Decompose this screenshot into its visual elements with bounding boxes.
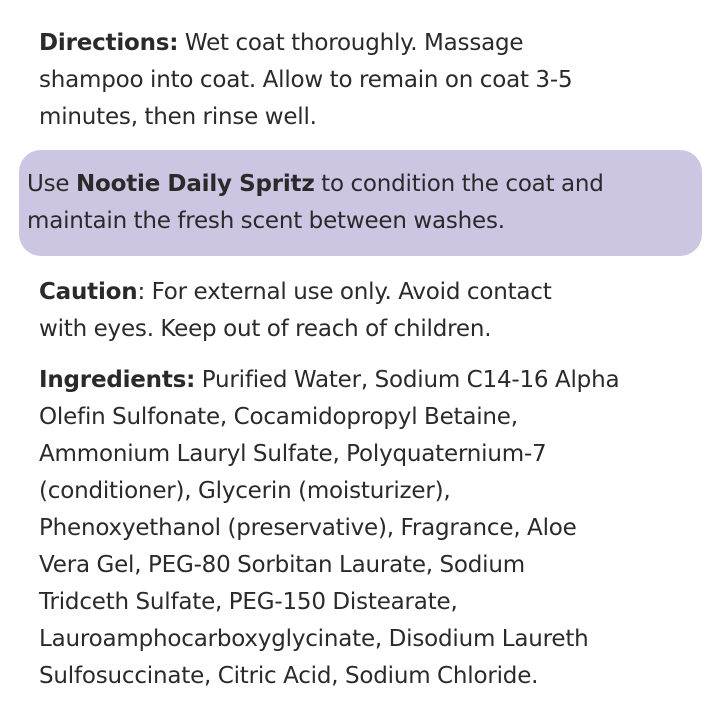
ingredients-line xyxy=(39,362,619,399)
ingredients-text: Purified Water, Sodium C14-16 Alpha xyxy=(195,367,620,393)
caution-section xyxy=(39,274,552,348)
caution-line xyxy=(39,274,552,311)
ingredients-line: Phenoxyethanol (preservative), Fragrance, Aloe xyxy=(39,515,577,541)
tip-prefix: Use xyxy=(27,171,76,197)
ingredients-line: Sulfosuccinate, Citric Acid, Sodium Chloride. xyxy=(39,663,539,689)
directions-line xyxy=(39,25,572,62)
tip-line xyxy=(27,166,604,203)
ingredients-label: Ingredients: xyxy=(39,367,196,393)
tip-line: maintain the fresh scent between washes. xyxy=(27,208,505,234)
ingredients-line: Tridceth Sulfate, PEG-150 Distearate, xyxy=(39,589,458,615)
directions-label: Directions: xyxy=(39,30,179,56)
ingredients-section xyxy=(39,362,619,695)
tip-product-name: Nootie Daily Spritz xyxy=(75,171,315,197)
caution-text: : For external use only. Avoid contact xyxy=(137,279,552,305)
directions-section xyxy=(39,25,572,136)
directions-line: minutes, then rinse well. xyxy=(39,104,317,130)
caution-label: Caution xyxy=(39,279,138,305)
ingredients-line: Vera Gel, PEG-80 Sorbitan Laurate, Sodium xyxy=(39,552,525,578)
directions-text: Wet coat thoroughly. Massage xyxy=(178,30,524,56)
ingredients-line: Olefin Sulfonate, Cocamidopropyl Betaine, xyxy=(39,404,518,430)
ingredients-line: Lauroamphocarboxyglycinate, Disodium Laureth xyxy=(39,626,589,652)
tip-text: to condition the coat and xyxy=(314,171,604,197)
tip-section xyxy=(27,166,604,240)
ingredients-line: Ammonium Lauryl Sulfate, Polyquaternium-7 xyxy=(39,441,547,467)
directions-line: shampoo into coat. Allow to remain on coat 3-5 xyxy=(39,67,573,93)
caution-line: with eyes. Keep out of reach of children. xyxy=(39,316,492,342)
ingredients-line: (conditioner), Glycerin (moisturizer), xyxy=(39,478,451,504)
